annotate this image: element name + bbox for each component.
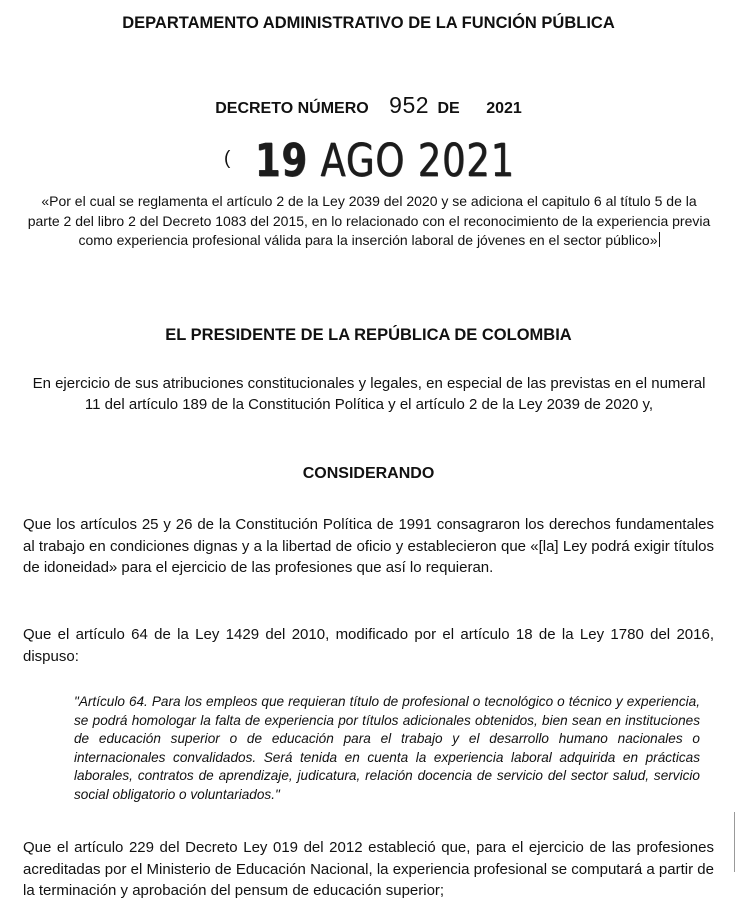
decree-heading: [0, 92, 737, 119]
president-heading: EL PRESIDENTE DE LA REPÚBLICA DE COLOMBIA: [165, 326, 572, 344]
department-title: DEPARTAMENTO ADMINISTRATIVO DE LA FUNCIÓN PÚBLICA: [122, 14, 615, 32]
paragraph-article-229: Que el artículo 229 del Decreto Ley 019 del 2012 estableció que, para el ejercicio de las profesiones acreditadas por el Ministerio de Educación Nacional, la experiencia profesional se computará a partir de la terminación y aprobación del pensum de educación superior;: [23, 839, 714, 899]
stamp-parenthesis: (: [224, 148, 231, 169]
article-64-quote: "Artículo 64. Para los empleos que requieran título de profesional o tecnológico o técnico y experiencia, se podrá homologar la falta de experiencia por títulos adicionales obtenidos, bien sean en instituciones de educación superior o de educación para el trabajo y el desarrollo humano nacionales o internacionales convalidados. Será tenida en cuenta la experiencia laboral adquirida en prácticas laborales, contratos de aprendizaje, judicatura, relación docencia de servicio del sector salud, servicio social obligatorio o voluntariados.": [74, 694, 700, 802]
date-stamp: [0, 134, 737, 188]
decree-connector: DE: [437, 100, 460, 117]
decree-summary: [24, 192, 714, 251]
stamp-day: 19: [255, 134, 308, 187]
decree-number: 952: [389, 92, 430, 118]
summary-text: «Por el cual se reglamenta el artículo 2 de la Ley 2039 del 2020 y se adiciona el capitulo 6 al título 5 de la parte 2 del libro 2 del Decreto 1083 del 2015, en lo relacionado con el reconocimiento de la experiencia previa como experiencia profesional válida para la inserción laboral de jóvenes en el sector público»: [27, 193, 711, 248]
exercise-paragraph: En ejercicio de sus atribuciones constitucionales y legales, en especial de las previstas en el numeral 11 del artículo 189 de la Constitución Política y el artículo 2 de la Ley 2039 de 2020 y,: [32, 375, 706, 413]
decree-label: DECRETO NÚMERO: [215, 100, 369, 117]
scan-edge-mark: [734, 812, 735, 872]
stamp-month-year: AGO 2021: [320, 134, 515, 187]
stamp-date: [255, 134, 515, 187]
decree-year: 2021: [486, 100, 522, 117]
paragraph-articles-25-26: Que los artículos 25 y 26 de la Constitución Política de 1991 consagraron los derechos fundamentales al trabajo en condiciones dignas y a la libertad de oficio y establecieron que «[la] Ley podrá exigir títulos de idoneidad» para el ejercicio de las profesiones que así lo requieran.: [23, 516, 714, 576]
paragraph-article-64: Que el artículo 64 de la Ley 1429 del 2010, modificado por el artículo 18 de la Ley 1780 del 2016, dispuso:: [23, 626, 714, 665]
text-cursor: [659, 232, 660, 247]
considerando-heading: CONSIDERANDO: [302, 465, 435, 482]
